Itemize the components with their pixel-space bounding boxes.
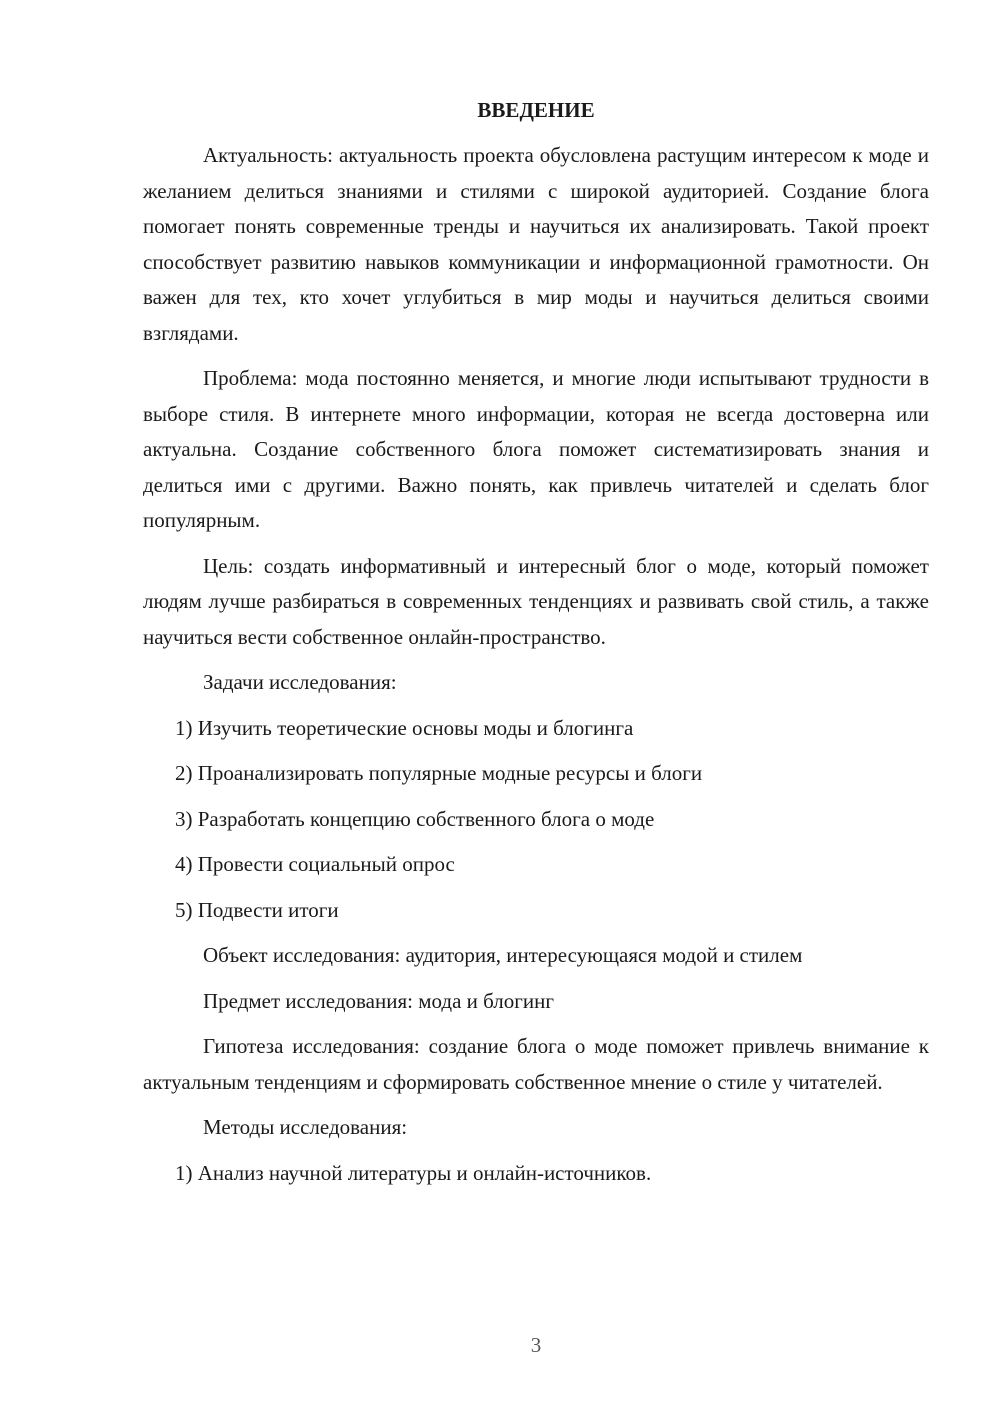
subject-paragraph: Предмет исследования: мода и блогинг <box>203 988 554 1013</box>
methods-heading: Методы исследования: <box>203 1115 408 1139</box>
list-item: 3) Разработать концепцию собственного блога о моде <box>175 806 655 831</box>
list-item: 2) Проанализировать популярные модные ресурсы и блоги <box>175 761 703 785</box>
list-item: 5) Подвести итоги <box>175 897 339 922</box>
problem-paragraph: Проблема: мода постоянно меняется, и многие люди испытывают трудности в выборе стиля. В интернете много информации, которая не всегда достоверна или актуальна. Создание собственного блога поможет систематизировать знания и делиться ими с другими. Важно понять, как привлечь читателей и сделать блог популярным. <box>143 366 929 532</box>
methods-list <box>143 1156 929 1192</box>
page-number: 3 <box>530 1333 542 1357</box>
object-paragraph: Объект исследования: аудитория, интересующаяся модой и стилем <box>203 943 803 967</box>
relevance-paragraph: Актуальность: актуальность проекта обусловлена растущим интересом к моде и желанием делиться знаниями и стилями с широкой аудиторией. Создание блога помогает понять современные тренды и научиться их анализировать. Такой проект способствует развитию навыков коммуникации и информационной грамотности. Он важен для тех, кто хочет углубиться в мир моды и научиться делиться своими взглядами. <box>143 143 929 345</box>
list-item: 4) Провести социальный опрос <box>175 852 455 876</box>
list-item: 1) Изучить теоретические основы моды и блогинга <box>175 715 634 740</box>
document-page <box>143 90 929 1201</box>
hypothesis-paragraph: Гипотеза исследования: создание блога о моде поможет привлечь внимание к актуальным тенденциям и сформировать собственное мнение о стиле у читателей. <box>143 1034 929 1094</box>
tasks-heading: Задачи исследования: <box>203 670 397 694</box>
list-item: 1) Анализ научной литературы и онлайн-источников. <box>175 1160 652 1185</box>
section-title: ВВЕДЕНИЕ <box>477 98 595 122</box>
goal-paragraph: Цель: создать информативный и интересный блог о моде, который поможет людям лучше разбираться в современных тенденциях и развивать свой стиль, а также научиться вести собственное онлайн-пространство. <box>143 553 929 649</box>
tasks-list <box>143 711 929 929</box>
